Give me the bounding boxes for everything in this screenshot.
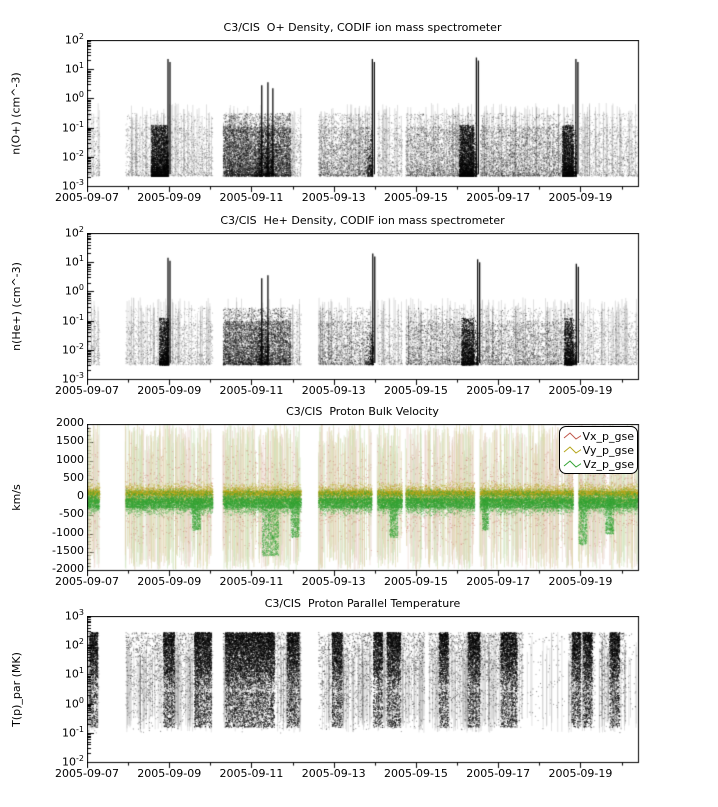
- x-tick-label: 2005-09-15: [383, 767, 448, 780]
- x-tick-label: 2005-09-19: [548, 575, 613, 588]
- y-tick-label: $10^2$: [64, 32, 84, 47]
- y-axis-label: n(He+) (cm^-3): [9, 261, 23, 351]
- y-tick-label: $10^2$: [64, 637, 84, 652]
- x-tick-label: 2005-09-11: [219, 767, 284, 780]
- panel-title: C3/CIS Proton Bulk Velocity: [286, 405, 439, 418]
- y-tick-label: $10^{-1}$: [62, 724, 84, 740]
- y-axis-label: km/s: [9, 483, 23, 511]
- y-tick-label: 2000: [56, 416, 84, 429]
- proton-velocity-plot-canvas: [87, 424, 640, 582]
- he-plus-density-plot-canvas: [87, 233, 640, 391]
- y-tick-label: $10^{-3}$: [62, 371, 84, 386]
- panel-proton-parallel-temperature: [0, 592, 718, 784]
- x-tick-label: 2005-09-15: [383, 384, 448, 397]
- legend-item-vy: [563, 443, 634, 457]
- y-tick-label: $10^1$: [64, 254, 84, 269]
- panel-proton-bulk-velocity: [0, 400, 718, 592]
- x-tick-label: 2005-09-19: [548, 384, 613, 397]
- x-tick-label: 2005-09-09: [137, 384, 202, 397]
- y-tick-label: -1000: [52, 525, 84, 539]
- y-tick-label: $10^{-1}$: [62, 119, 84, 135]
- x-tick-label: 2005-09-13: [301, 191, 366, 204]
- x-tick-label: 2005-09-09: [137, 191, 202, 204]
- x-tick-label: 2005-09-13: [301, 767, 366, 780]
- x-tick-label: 2005-09-19: [548, 191, 613, 204]
- x-tick-label: 2005-09-17: [466, 384, 531, 397]
- y-tick-label: $10^0$: [64, 283, 84, 299]
- y-tick-label: 1500: [56, 434, 84, 448]
- y-tick-label: 1000: [56, 452, 84, 466]
- y-tick-label: -2000: [52, 562, 84, 575]
- y-tick-label: $10^{-3}$: [62, 178, 84, 193]
- panel-title: C3/CIS O+ Density, CODIF ion mass spectrometer: [223, 21, 502, 34]
- y-tick-label: $10^2$: [64, 225, 84, 240]
- y-tick-label: $10^3$: [64, 608, 84, 623]
- y-tick-label: $10^1$: [64, 666, 84, 682]
- x-tick-label: 2005-09-07: [55, 191, 119, 204]
- y-tick-label: -1500: [52, 543, 84, 557]
- legend-item-vx: [563, 429, 634, 443]
- y-tick-label: $10^{-2}$: [62, 148, 84, 164]
- y-axis-label: T(p)_par (MK): [9, 651, 23, 727]
- panel-title: C3/CIS Proton Parallel Temperature: [264, 597, 461, 610]
- x-tick-label: 2005-09-17: [466, 767, 531, 780]
- legend-label-vy: Vy_p_gse: [582, 443, 634, 457]
- x-tick-label: 2005-09-11: [219, 575, 284, 588]
- legend-item-vz: [563, 457, 634, 471]
- x-tick-label: 2005-09-15: [383, 191, 448, 204]
- legend-line-vx: [564, 433, 581, 439]
- panel-o-plus-density: [0, 16, 718, 208]
- x-tick-label: 2005-09-13: [301, 384, 366, 397]
- x-tick-label: 2005-09-11: [219, 384, 284, 397]
- y-tick-label: 500: [63, 470, 84, 484]
- y-tick-label: $10^1$: [64, 61, 84, 76]
- y-tick-label: $10^{-2}$: [62, 754, 84, 769]
- x-tick-label: 2005-09-17: [466, 575, 531, 588]
- velocity-legend: [559, 426, 638, 474]
- x-tick-label: 2005-09-09: [137, 575, 202, 588]
- y-tick-label: $10^{-2}$: [62, 341, 84, 357]
- x-tick-label: 2005-09-07: [55, 384, 119, 397]
- proton-temperature-plot-canvas: [87, 616, 640, 774]
- y-tick-label: 0: [77, 489, 84, 502]
- legend-line-vz-icon: [563, 458, 581, 470]
- legend-line-vy-icon: [563, 444, 581, 456]
- legend-label-vx: Vx_p_gse: [582, 429, 634, 443]
- legend-line-vz: [564, 461, 581, 467]
- y-tick-label: $10^0$: [64, 695, 84, 711]
- x-tick-label: 2005-09-17: [466, 191, 531, 204]
- o-plus-density-plot-canvas: [87, 40, 640, 198]
- x-tick-label: 2005-09-13: [301, 575, 366, 588]
- panel-he-plus-density: [0, 209, 718, 401]
- x-tick-label: 2005-09-19: [548, 767, 613, 780]
- legend-line-vx-icon: [563, 430, 581, 442]
- legend-line-vy: [564, 447, 581, 453]
- legend-label-vz: Vz_p_gse: [583, 457, 634, 471]
- x-tick-label: 2005-09-11: [219, 191, 284, 204]
- x-tick-label: 2005-09-15: [383, 575, 448, 588]
- x-tick-label: 2005-09-07: [55, 575, 119, 588]
- x-tick-label: 2005-09-07: [55, 767, 119, 780]
- x-tick-label: 2005-09-09: [137, 767, 202, 780]
- panel-title: C3/CIS He+ Density, CODIF ion mass spectrometer: [220, 214, 505, 227]
- y-axis-label: n(O+) (cm^-3): [9, 71, 23, 155]
- y-tick-label: -500: [59, 507, 84, 521]
- y-tick-label: $10^0$: [64, 90, 84, 106]
- y-tick-label: $10^{-1}$: [62, 312, 84, 328]
